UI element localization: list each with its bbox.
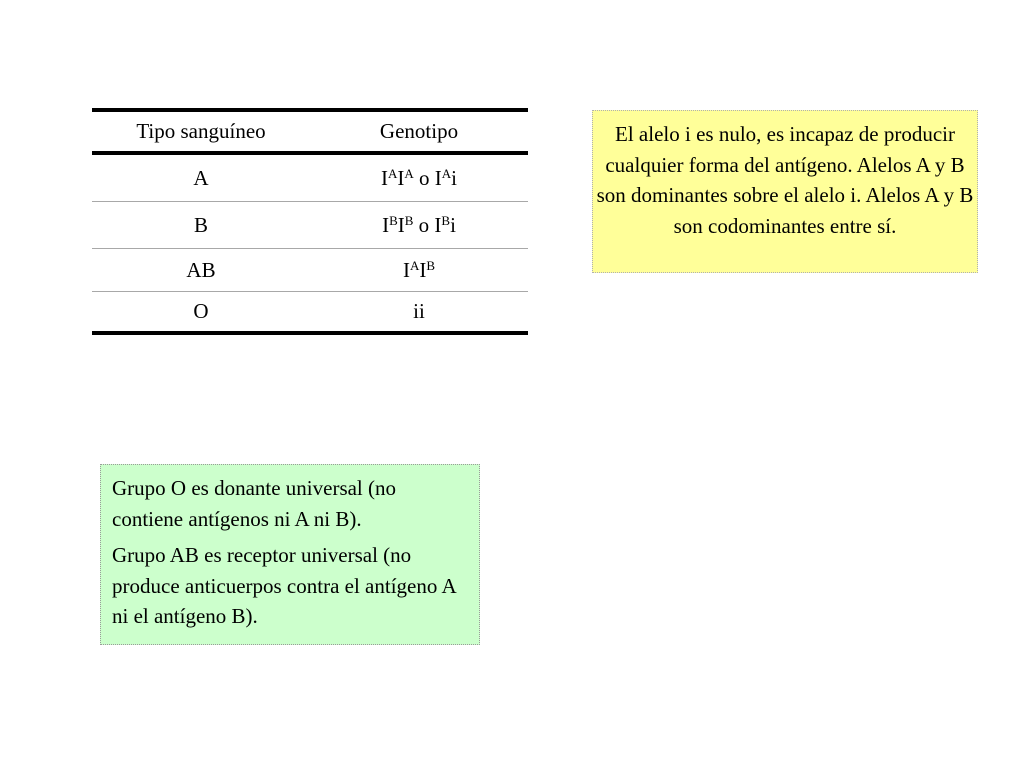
blood-type-cell: B [193,212,208,237]
universal-receptor-text: Grupo AB es receptor universal (no produce anticuerpos contra el antígeno A ni el antígeno B). [112,543,456,628]
table-row [92,153,528,202]
header-genotype: Genotipo [379,119,459,143]
allele-superscript: A [409,257,420,273]
table-header-row [92,110,528,153]
allele-superscript: B [404,212,414,228]
allele-superscript: B [441,212,451,228]
blood-type-cell: AB [186,257,216,282]
allele-superscript: B [426,257,436,273]
table-row [92,292,528,334]
allele-superscript: A [404,165,414,181]
allele-superscript: B [389,212,398,228]
genotype-cell: ii [413,299,425,323]
table-row [92,202,528,249]
blood-type-cell: O [193,299,209,323]
allele-superscript: A [387,165,398,181]
genotype-cell: $I^BI^B$ o $I^Bi$ [382,212,456,237]
allele-superscript: A [441,165,452,181]
genotype-cell: $I^AI^A$ o $I^Ai$ [380,165,457,190]
universal-donor-receptor-note [100,464,480,645]
table-row [92,249,528,292]
blood-type-table [92,108,528,335]
allele-explanation-text: El alelo i es nulo, es incapaz de producir cualquier forma del antígeno. Alelos A y B son dominantes sobre el alelo i. Alelos A y B son codominantes entre sí. [596,122,974,238]
blood-type-cell: A [193,165,209,190]
universal-donor-text: Grupo O es donante universal (no contiene antígenos ni A ni B). [112,476,397,531]
allele-explanation-note [592,110,978,273]
genotype-cell: $I^AI^B$ [402,257,436,282]
header-blood-type: Tipo sanguíneo [136,119,266,143]
